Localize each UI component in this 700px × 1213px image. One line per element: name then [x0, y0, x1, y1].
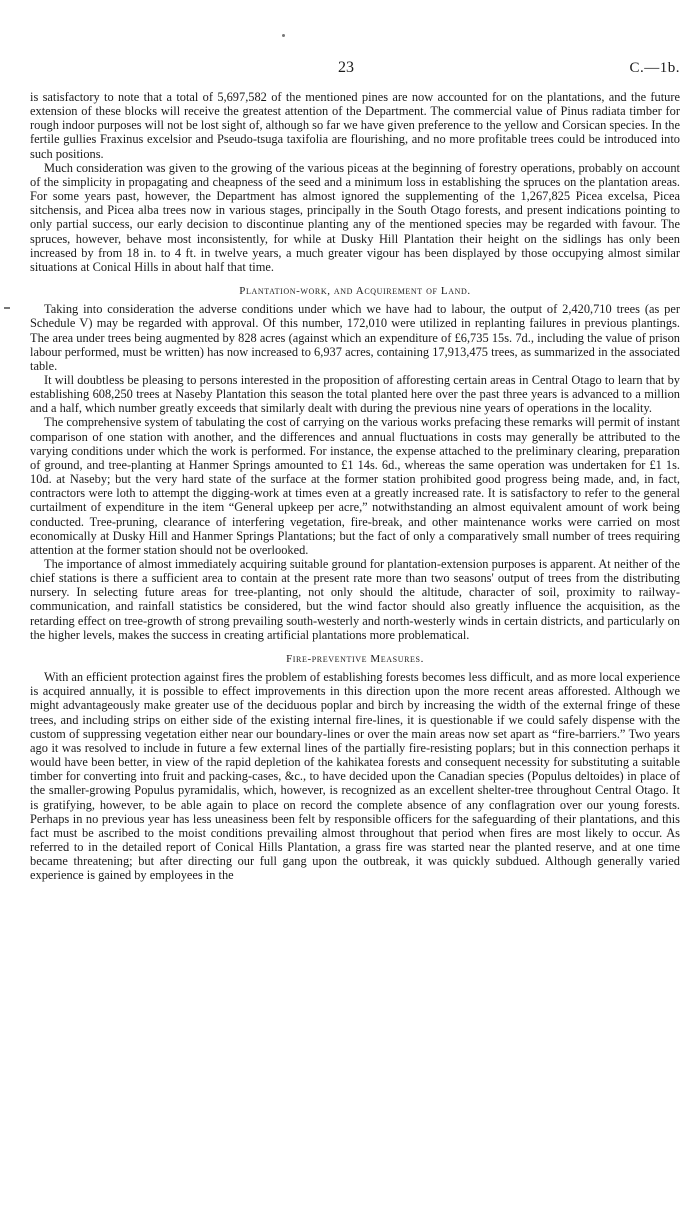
paragraph: With an efficient protection against fires the problem of establishing forests becomes less difficult, and as more local experience is acquired annually, it is possible to effect improvements in this direction upon the more recent areas afforested. Although we might advantageously make greater use of the deciduous poplar and birch by increasing the width of the external fringe of these trees, and including strips on either side of the existing internal fire-lines, it is questionable if we could safely dispense with the custom of suppressing vegetation either near our boundary-lines or over the main areas now set apart as “fire-barriers.” Two years ago it was resolved to include in future a few external lines of the partially fire-resisting poplars; but in this connection perhaps it would have been better, in view of the rapid depletion of the kahikatea forests and consequent necessity for substituting a suitable timber for converting into fruit and packing-cases, &c., to have decided upon the Canadian species (Populus deltoides) in place of the smaller-growing Populus pyramidalis, which, however, is recognized as an excellent shelter-tree throughout Central Otago. It is gratifying, however, to be able again to place on record the complete absence of any conflagration over our young forests. Perhaps in no previous year has less uneasiness been felt by responsible officers for the safeguarding of their plantations, and this fact must be ascribed to the moist conditions prevailing almost throughout that period when fires are most likely to occur. As referred to in the detailed report of Conical Hills Plantation, a grass fire was started near the planted reserve, and at one time became threatening; but after directing our full gang upon the outbreak, it was quickly subdued. Although generally varied experience is gained by employees in the — [30, 670, 680, 883]
paragraph: is satisfactory to note that a total of 5,697,582 of the mentioned pines are now accounted for on the plantations, and the future extension of these blocks will receive the greatest attention of the Department. The commercial value of Pinus radiata timber for rough indoor purposes will not be lost sight of, although so far we have given preference to the yellow and Corsican species. In the fertile gullies Fraxinus excelsior and Pseudo-tsuga taxifolia are flourishing, and no more profitable trees could be introduced into such positions. — [30, 90, 680, 161]
paragraph: It will doubtless be pleasing to persons interested in the proposition of afforesting certain areas in Central Otago to learn that by establishing 608,250 trees at Naseby Plantation this season the total planted here over the past three years is advanced to a million and a half, which number greatly exceeds that similarly dealt with during the previous nine years of operations in the locality. — [30, 372, 680, 416]
paragraph: Taking into consideration the adverse conditions under which we have had to labour, the output of 2,420,710 trees (as per Schedule V) may be regarded with approval. Of this number, 172,010 were utilized in replanting failures in previous plantings. The area under trees being augmented by 828 acres (against which an expenditure of £6,735 15s. 7d., including the value of prison labour performed, must be written) has now increased to 6,937 acres, containing 17,913,475 trees, as summarized in the associated table. — [30, 302, 680, 373]
paragraph: The importance of almost immediately acquiring suitable ground for plantation-extension purposes is apparent. At neither of the chief stations is there a sufficient area to contain at the present rate more than two seasons' output of trees from the distributing nursery. In selecting future areas for tree-planting, not only should the altitude, character of soil, proximity to railway-communication, and rainfall statistics be considered, but the wind factor should also greatly influence the acquisition, as the retarding effect on tree-growth of strong prevailing south-westerly and north-westerly winds in certain districts, and particularly on the higher levels, makes the success in creating artificial plantations more problematical. — [30, 557, 680, 642]
section-heading: Fire-preventive Measures. — [286, 652, 424, 665]
page-number: 23 — [338, 59, 354, 76]
document-page — [30, 0, 680, 882]
document-reference: C.—1b. — [629, 60, 680, 76]
page-header — [30, 0, 680, 90]
body-text — [30, 90, 680, 882]
paragraph: Much consideration was given to the growing of the various piceas at the beginning of forestry operations, probably on account of the simplicity in propagating and cheapness of the seed and a minimum loss in establishing the spruces on the plantation areas. For some years past, however, the Department has almost ignored the supplementing of the 1,267,825 Picea excelsa, Picea sitchensis, and Picea alba trees now in various stages, principally in the South Otago forests, and present indications pointing to only partial success, our early decision to discontinue planting any of the mentioned species may be regarded with favour. The spruces, however, behave most inconsistently, for while at Dusky Hill Plantation their height on the sidlings has only been increased by from 18 in. to 4 ft. in twelve years, a much greater vigour has been displayed by those occupying almost similar situations at Conical Hills in about half that time. — [30, 160, 680, 274]
margin-mark — [4, 307, 10, 309]
section-heading: Plantation-work, and Acquirement of Land. — [239, 285, 471, 298]
paragraph: The comprehensive system of tabulating the cost of carrying on the various works prefacing these remarks will permit of instant comparison of one station with another, and the differences and annual fluctuations in costs may generally be attributed to the varying conditions under which the work is performed. For instance, the expense attached to the preliminary clearing, preparation of ground, and tree-planting at Hanmer Springs amounted to £1 14s. 6d., whereas the same operation was undertaken for £1 1s. 10d. at Naseby; but the very hard state of the surface at the former station prohibited good progress being made, and, in fact, contractors were loth to attempt the digging-work at times even at a greatly increased rate. It is satisfactory to refer to the general curtailment of expenditure in the item “General upkeep per acre,” notwithstanding an almost equivalent amount of work being conducted. Tree-pruning, clearance of interfering vegetation, fire-break, and other maintenance works were carried on most economically at Dusky Hill and Hanmer Springs Plantations; but the fact of only a comparatively small number of trees requiring attention at the former station should not be overlooked. — [30, 415, 680, 557]
